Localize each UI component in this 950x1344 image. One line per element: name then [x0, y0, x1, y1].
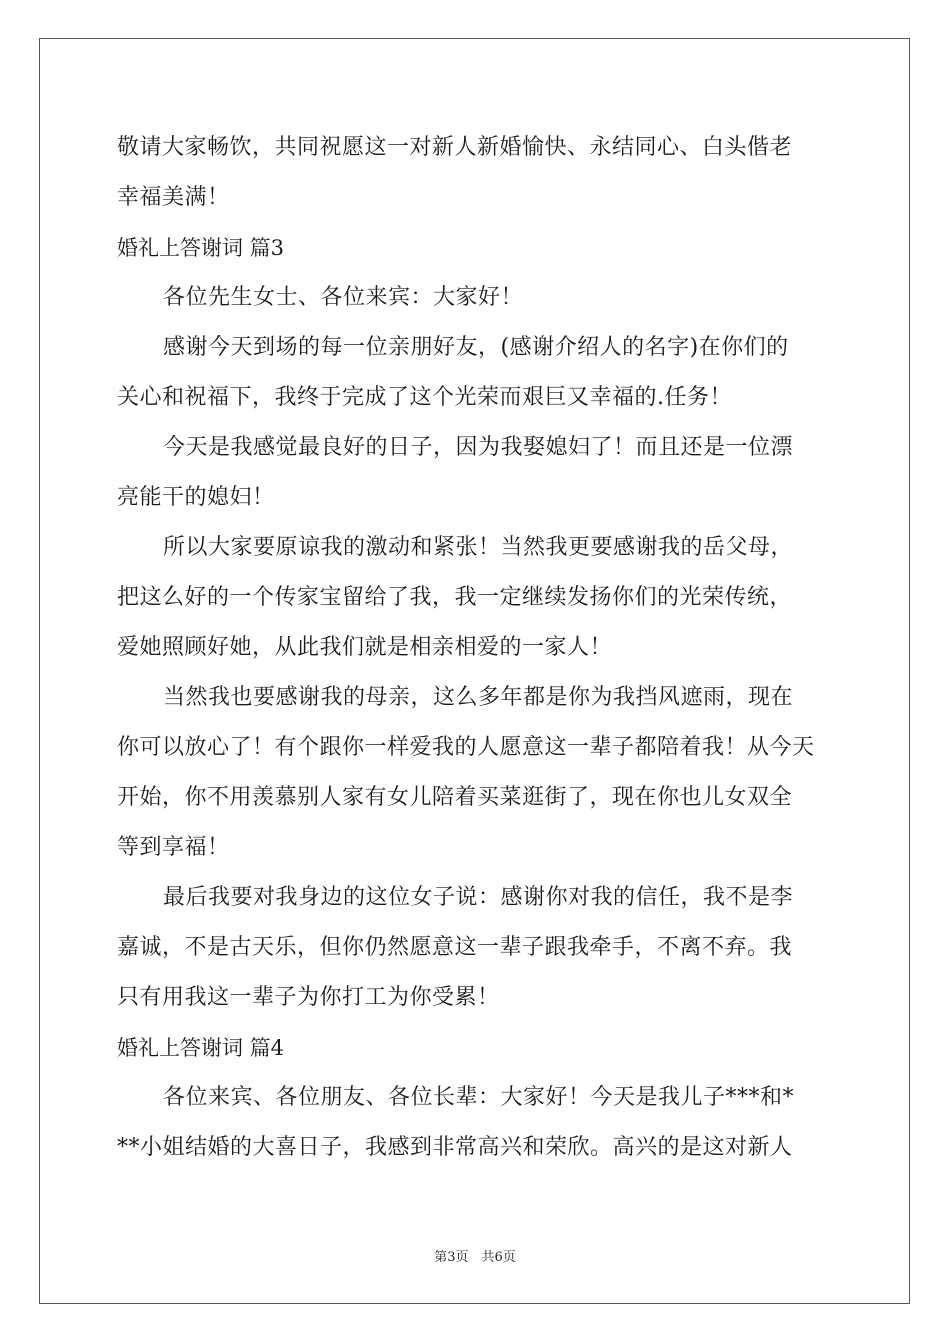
text-line: 你可以放心了！有个跟你一样爱我的人愿意这一辈子都陪着我！从今天 [117, 735, 815, 760]
text-line: 最后我要对我身边的这位女子说：感谢你对我的信任，我不是李 [163, 885, 794, 910]
text-line: 各位先生女士、各位来宾：大家好！ [163, 285, 524, 310]
text-line: 关心和祝福下，我终于完成了这个光荣而艰巨又幸福的.任务！ [117, 385, 732, 410]
text-line: 所以大家要原谅我的激动和紧张！当然我更要感谢我的岳父母， [163, 535, 794, 560]
text-line: 爱她照顾好她，从此我们就是相亲相爱的一家人！ [117, 635, 613, 660]
text-line: 把这么好的一个传家宝留给了我，我一定继续发扬你们的光荣传统， [117, 585, 793, 610]
text-line: 幸福美满！ [117, 185, 230, 210]
section-heading: 婚礼上答谢词 篇3 [117, 236, 285, 260]
text-line: 亮能干的媳妇！ [117, 485, 275, 510]
section-heading: 婚礼上答谢词 篇4 [117, 1036, 285, 1060]
text-line: 感谢今天到场的每一位亲朋好友，(感谢介绍人的名字)在你们的 [163, 335, 789, 360]
text-line: **小姐结婚的大喜日子，我感到非常高兴和荣欣。高兴的是这对新人 [117, 1135, 793, 1160]
text-line: 当然我也要感谢我的母亲，这么多年都是你为我挡风遮雨，现在 [163, 685, 794, 710]
text-line: 今天是我感觉最良好的日子，因为我娶媳妇了！而且还是一位漂 [163, 435, 794, 460]
text-line: 各位来宾、各位朋友、各位长辈：大家好！今天是我儿子***和* [163, 1085, 795, 1110]
document-body [117, 123, 835, 1173]
text-line: 敬请大家畅饮，共同祝愿这一对新人新婚愉快、永结同心、白头偕老 [117, 135, 793, 160]
page-footer: 第3页 共6页 [434, 1250, 516, 1265]
text-line: 开始，你不用羡慕别人家有女儿陪着买菜逛街了，现在你也儿女双全 [117, 785, 793, 810]
text-line: 只有用我这一辈子为你打工为你受累！ [117, 985, 500, 1010]
text-line: 嘉诚，不是古天乐，但你仍然愿意这一辈子跟我牵手，不离不弃。我 [117, 935, 793, 960]
text-line: 等到享福！ [117, 835, 230, 860]
